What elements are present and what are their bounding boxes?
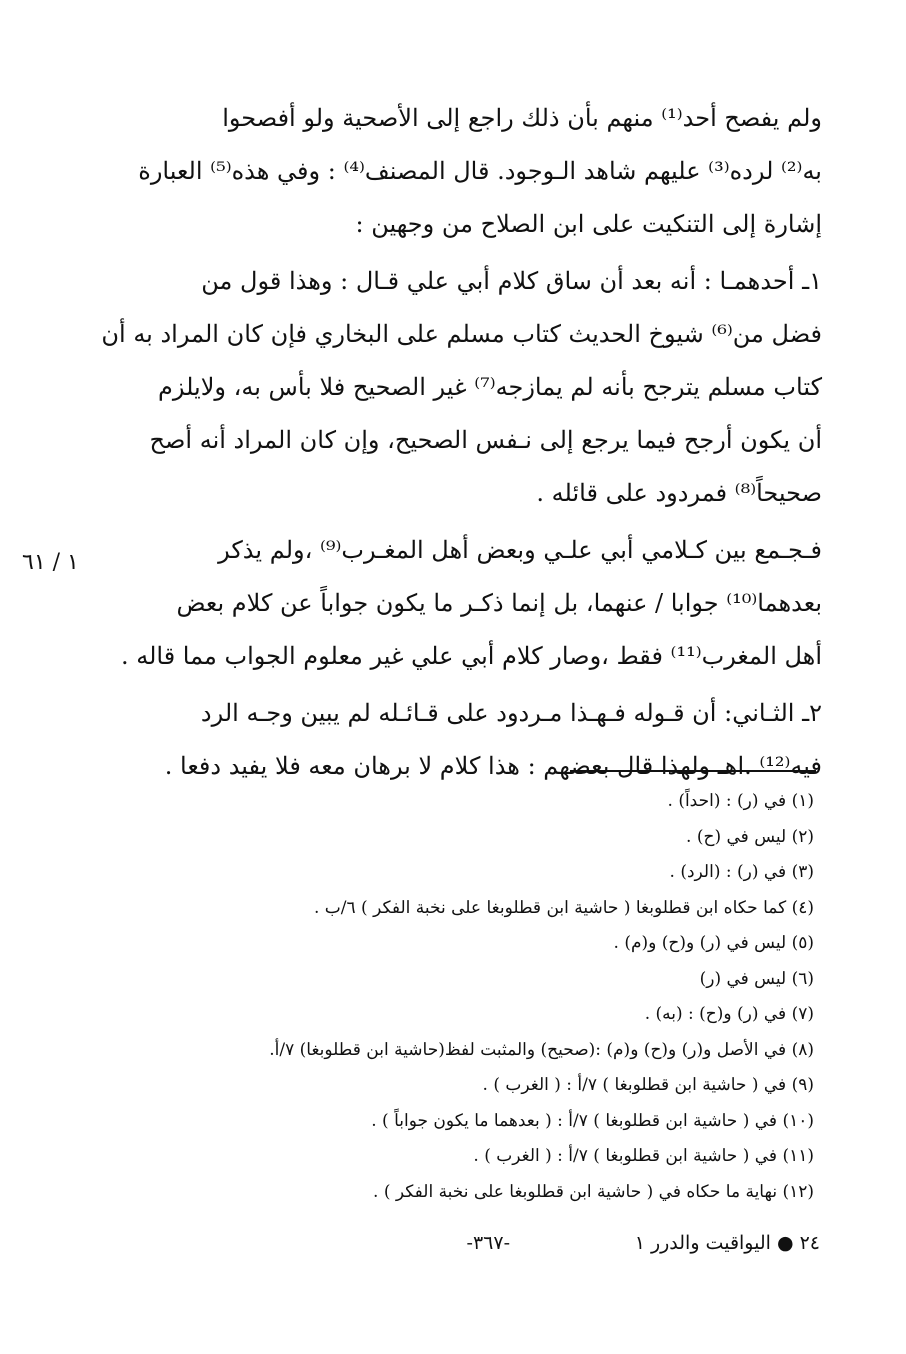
footnote-7: (٧) في (ر) و(ح) : (به) . bbox=[644, 1004, 814, 1024]
page-number: -٣٦٧- bbox=[466, 1232, 510, 1254]
footnote-10: (١٠) في ( حاشية ابن قطلوبغا ) ٧/أ : ( بعدهما ما يكون جواباً ) . bbox=[371, 1110, 814, 1131]
text-line: بعدهما⁽¹⁰⁾ جوابا / عنهما، بل إنما ذكـر ما يكون جواباً عن كلام بعض bbox=[176, 589, 822, 617]
footnote-8: (٨) في الأصل و(ر) و(ح) و(م) :(صحيح) والمثبت لفظ(حاشية ابن قطلوبغا) ٧/أ. bbox=[269, 1039, 814, 1060]
text-line: ولم يفصح أحد⁽¹⁾ منهم بأن ذلك راجع إلى الأصحية ولو أفصحوا bbox=[222, 104, 822, 132]
footnote-11: (١١) في ( حاشية ابن قطلوبغا ) ٧/أ : ( الغرب ) . bbox=[473, 1146, 814, 1166]
text-line: فضل من⁽⁶⁾ شيوخ الحديث كتاب مسلم على البخاري فإن كان المراد به أن bbox=[101, 320, 822, 348]
text-line: فيه⁽¹²⁾ .اهـ ولهذا قال بعضهم : هذا كلام لا برهان معه فلا يفيد دفعا . bbox=[164, 752, 822, 780]
text-line: أهل المغرب⁽¹¹⁾ فقط ،وصار كلام أبي علي غير معلوم الجواب مما قاله . bbox=[120, 642, 822, 670]
footnote-4: (٤) كما حكاه ابن قطلوبغا ( حاشية ابن قطلوبغا على نخبة الفكر ) ٦/ب . bbox=[313, 897, 814, 918]
paragraph-4 bbox=[90, 687, 822, 793]
footnote-9: (٩) في ( حاشية ابن قطلوبغا ) ٧/أ : ( الغرب ) . bbox=[482, 1075, 814, 1095]
footnote-separator bbox=[570, 770, 816, 772]
paragraph-2 bbox=[90, 255, 822, 520]
footnote-2: (٢) ليس في (ح) . bbox=[686, 826, 814, 847]
footnote-1: (١) في (ر) : (احداً) . bbox=[667, 791, 814, 811]
page-footer bbox=[400, 1232, 820, 1266]
text-line: كتاب مسلم يترجح بأنه لم يمازجه⁽⁷⁾ غير الصحيح فلا بأس به، ولايلزم bbox=[157, 373, 822, 401]
text-line: إشارة إلى التنكيت على ابن الصلاح من وجهين : bbox=[355, 210, 822, 238]
footnote-6: (٦) ليس في (ر) bbox=[699, 968, 814, 989]
paragraph-1 bbox=[90, 92, 822, 251]
footnotes bbox=[174, 784, 814, 1210]
text-line: فـجـمع بين كـلامي أبي علـي وبعض أهل المغـرب⁽⁹⁾ ،ولم يذكر bbox=[218, 536, 822, 564]
text-line: ١ـ أحدهمـا : أنه بعد أن ساق كلام أبي علي قـال : وهذا قول من bbox=[201, 267, 822, 295]
margin-folio-note: ١ / ٦١ bbox=[22, 550, 79, 575]
text-line: ٢ـ الثـاني: أن قـوله فـهـذا مـردود على قـائـله لم يبين وجـه الرد bbox=[200, 699, 822, 727]
main-text bbox=[90, 92, 822, 797]
footnote-3: (٣) في (ر) : (الرد) . bbox=[669, 862, 814, 882]
paragraph-3 bbox=[90, 524, 822, 683]
footnote-12: (١٢) نهاية ما حكاه في ( حاشية ابن قطلوبغا على نخبة الفكر ) . bbox=[373, 1181, 814, 1202]
text-line: أن يكون أرجح فيما يرجع إلى نـفس الصحيح، وإن كان المراد أنه أصح bbox=[149, 426, 822, 454]
text-line: صحيحاً⁽⁸⁾ فمردود على قائله . bbox=[536, 479, 822, 507]
text-line: به⁽²⁾ لرده⁽³⁾ عليهم شاهد الـوجود. قال المصنف⁽⁴⁾ : وفي هذه⁽⁵⁾ العبارة bbox=[138, 157, 822, 185]
signature-mark: ٢٤ ● اليواقيت والدرر ١ bbox=[634, 1232, 820, 1254]
footnote-5: (٥) ليس في (ر) و(ح) و(م) . bbox=[613, 933, 814, 953]
